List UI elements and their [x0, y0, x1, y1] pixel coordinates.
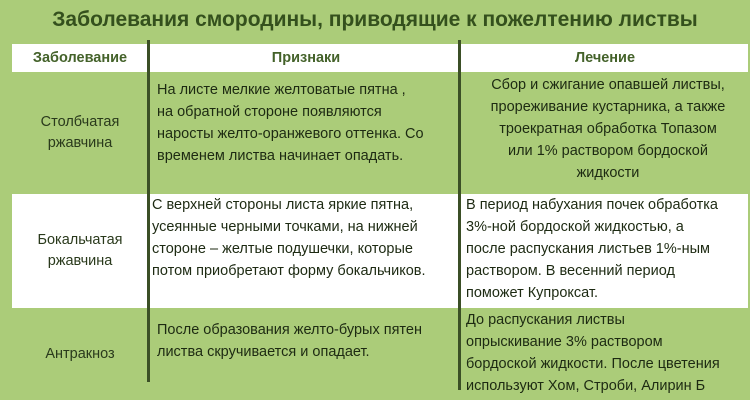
treatment-line: прореживание кустарника, а также — [490, 99, 726, 115]
disease-cell — [12, 72, 148, 194]
treatment-cell — [468, 74, 748, 184]
symptoms-line: На листе мелкие желтоватые пятна , — [157, 82, 406, 98]
disease-line: ржавчина — [47, 253, 113, 269]
disease-cell — [12, 308, 148, 400]
table-row — [12, 308, 748, 400]
treatment-line: поможет Купроксат. — [466, 285, 598, 301]
treatment-line: жидкости — [576, 165, 640, 181]
symptoms-cell — [152, 194, 462, 282]
table-row — [12, 72, 748, 194]
page-title: Заболевания смородины, приводящие к пожелтению листвы — [52, 8, 698, 31]
disease-line: Антракноз — [45, 345, 115, 362]
header-symptoms: Признаки — [271, 50, 341, 66]
header-disease: Заболевание — [32, 50, 128, 66]
symptoms-line: листва скручивается и опадает. — [157, 344, 370, 360]
column-divider — [458, 40, 461, 390]
symptoms-line: После образования желто-бурых пятен — [157, 322, 422, 338]
treatment-line: бордоской жидкости. После цветения — [466, 356, 720, 372]
header-treatment: Лечение — [574, 50, 636, 66]
column-divider — [147, 40, 150, 382]
disease-line: ржавчина — [47, 135, 113, 151]
treatment-line: троекратная обработка Топазом — [499, 121, 717, 137]
treatment-line: или 1% раствором бордоской — [508, 143, 708, 159]
symptoms-line: потом приобретают форму бокальчиков. — [152, 263, 426, 279]
disease-cell — [12, 194, 148, 308]
symptoms-line: С верхней стороны листа яркие пятна, — [152, 197, 414, 213]
symptoms-line: на обратной стороне появляются — [157, 104, 382, 120]
treatment-line: опрыскивание 3% раствором — [466, 334, 663, 350]
symptoms-line: временем листва начинает опадать. — [157, 148, 404, 164]
treatment-line: раствором. В весенний период — [466, 263, 675, 279]
treatment-line: Сбор и сжигание опавшей листвы, — [491, 77, 725, 93]
disease-line: Бокальчатая — [37, 232, 123, 248]
symptoms-line: стороне – желтые подушечки, которые — [152, 241, 413, 257]
symptoms-cell — [157, 319, 457, 363]
treatment-line: 3%-ной бордоской жидкостью, а — [466, 219, 684, 235]
symptoms-line: наросты желто-оранжевого оттенка. Со — [157, 126, 424, 142]
treatment-line: В период набухания почек обработка — [466, 197, 718, 213]
symptoms-cell — [157, 79, 457, 167]
treatment-cell — [466, 309, 748, 397]
treatment-cell — [466, 194, 748, 304]
treatment-line: До распускания листвы — [466, 312, 625, 328]
disease-line: Столбчатая — [40, 114, 120, 130]
table-header — [12, 44, 748, 72]
symptoms-line: усеянные черными точками, на нижней — [152, 219, 418, 235]
treatment-line: после распускания листьев 1%-ным — [466, 241, 710, 257]
table-row — [12, 194, 748, 308]
treatment-line: используют Хом, Строби, Алирин Б — [466, 378, 706, 394]
